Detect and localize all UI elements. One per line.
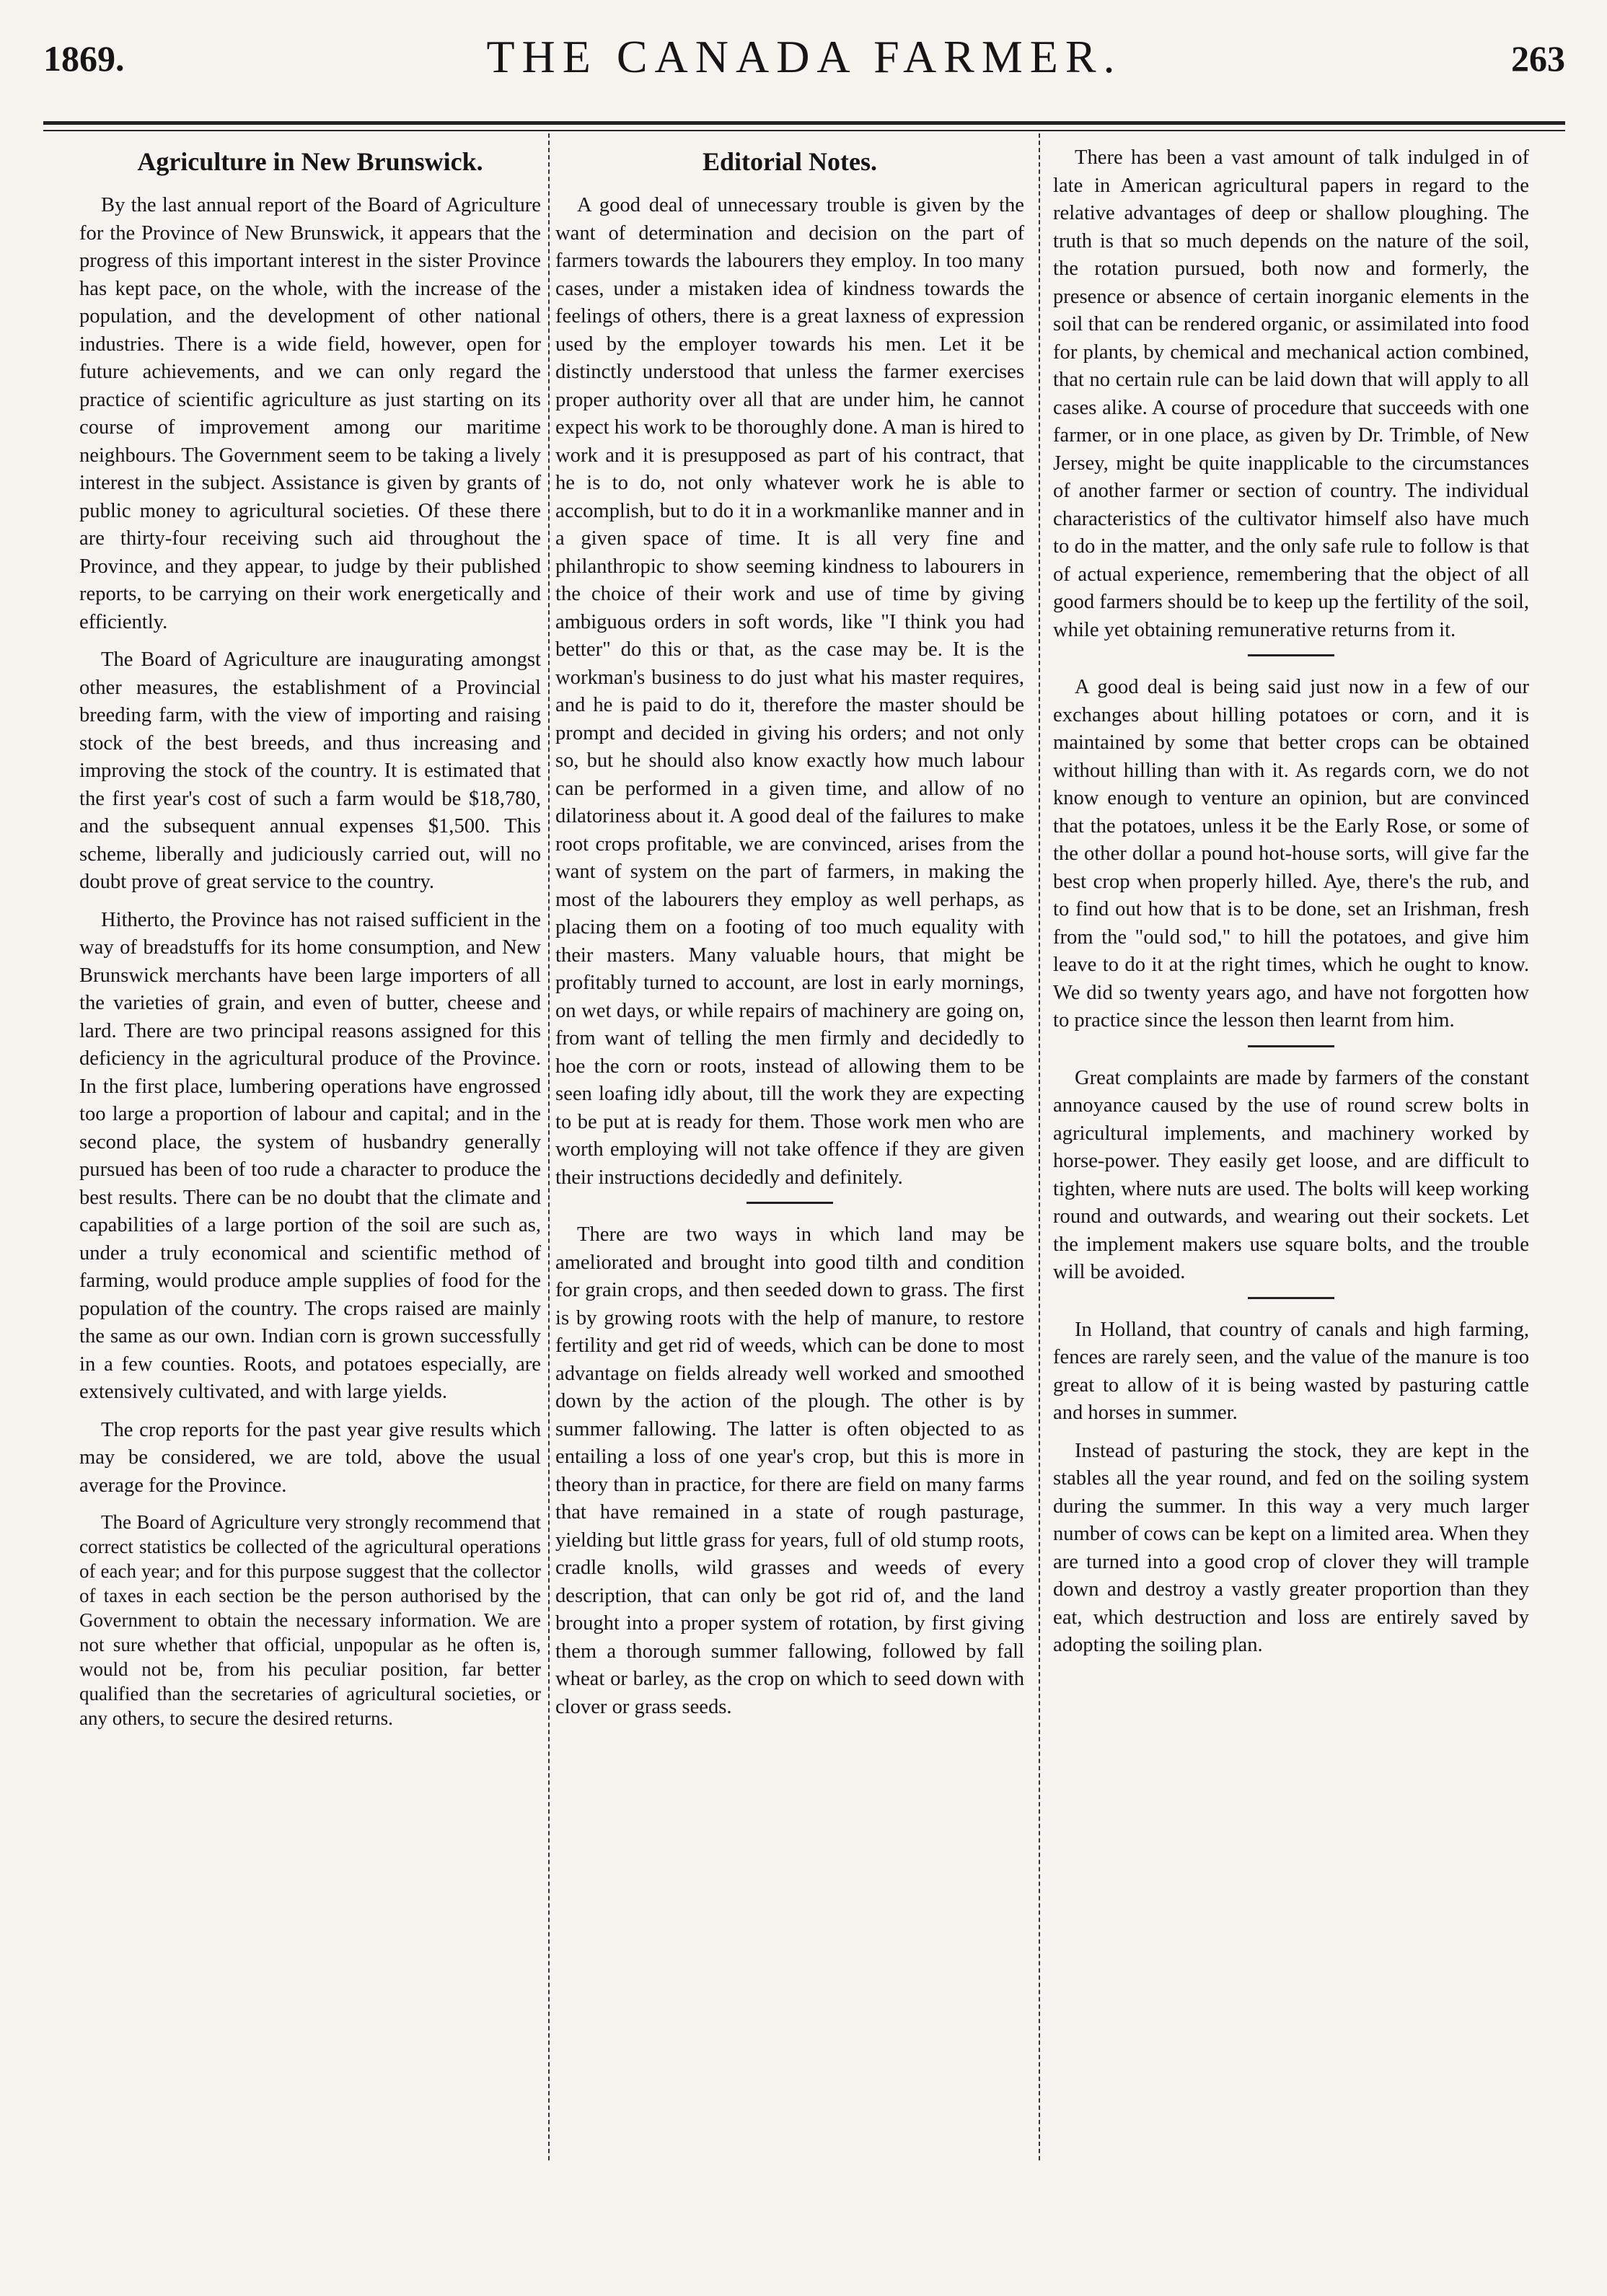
masthead [43,22,1565,108]
article-paragraph: By the last annual report of the Board of Agriculture for the Province of New Brunswick, it appears that the progress of this important interest in the sister Province has kept pace, on the whole, with the increase of the population, and the development of other national industries. There is a wide field, however, open for future achievements, and we can only regard the practice of scientific agriculture as just starting on its course of improvement among our maritime neighbours. The Government seem to be taking a lively interest in the subject. Assistance is given by grants of public money to agricultural societies. Of these there are thirty-four receiving such aid throughout the Province, and they appear, to judge by their published reports, to be carrying on their work energetically and efficiently. [79,194,541,633]
section-separator [1248,654,1334,656]
editorial-note-paragraph: In Holland, that country of canals and high farming, fences are rarely seen, and the value of the manure is too great to allow of it is being wasted by pasturing cattle and horses in summer. [1053,1318,1529,1424]
column-1 [79,144,541,1741]
newspaper-title: THE CANADA FARMER. [486,31,1122,82]
editorial-note-paragraph: There has been a vast amount of talk indulged in of late in American agricultural papers in regard to the relative advantages of deep or shallow ploughing. The truth is that so much depends on the nature of the soil, the rotation pursued, both now and formerly, the presence or absence of certain inorganic elements in the soil that can be rendered organic, or assimilated into food for plants, by chemical and mechanical action combined, that no certain rule can be laid down that will apply to all cases alike. A course of procedure that succeeds with one farmer, or in one place, as given by Dr. Trimble, of New Jersey, might be quite inapplicable to the circumstances of another farmer or section of country. The individual characteristics of the cultivator himself also have much to do in the matter, and the only safe rule to follow is that of actual experience, remembering that the object of all good farmers should be to keep up the fertility of the soil, while yet obtaining remunerative returns from it. [1053,146,1529,641]
editorial-note-paragraph: A good deal is being said just now in a few of our exchanges about hilling potatoes or corn, and it is maintained by some that better crops can be obtained without hilling than with it. As regards corn, we do not know enough to venture an opinion, but are convinced that the potatoes, unless it be the Early Rose, or some of the other dollar a pound hot-house sorts, will give far the best crop when properly hilled. Aye, there's the rub, and to find out how that is to be done, set an Irishman, fresh from the "ould sod," to hill the potatoes, and give him leave to do it at the right times, which he ought to know. We did so twenty years ago, and have not forgotten how to practice since the lesson then learnt from him. [1053,676,1529,1032]
section-separator [1248,1045,1334,1047]
editorial-note-paragraph: There are two ways in which land may be ameliorated and brought into good tilth and condition for grain crops, and then seeded down to grass. The first is by growing roots with the help of manure, to restore fertility and get rid of weeds, which can be done to most advantage on fields already well worked and smoothed down by the action of the plough. The other is by summer fallowing. The latter is often objected to as entailing a loss of one year's crop, but this is more in theory than in practice, for there are field on many farms that have remained in a state of rough pasturage, yielding but little grass for years, full of old stump roots, cradle knolls, wild grasses and weeds of every description, that can only be got rid of, and the land brought into a proper system of rotation, by first giving them a thorough summer fallowing, followed by fall wheat or barley, as the crop on which to seed down with clover or grass seeds. [555,1223,1024,1718]
header-rule [43,121,1565,125]
article-paragraph: Hitherto, the Province has not raised sufficient in the way of breadstuffs for its home consumption, and New Brunswick merchants have been large importers of all the varieties of grain, and even of butter, cheese and lard. There are two principal reasons assigned for this deficiency in the agricultural produce of the Province. In the first place, lumbering operations have engrossed too large a proportion of labour and capital; and in the second place, the system of husbandry generally pursued has been of too rude a character to produce the best results. There can be no doubt that the climate and capabilities of a large portion of the soil are such as, under a truly economical and scientific method of farming, would produce ample supplies of food for the population of the country. The crops raised are mainly the same as our own. Indian corn is grown successfully in a few counties. Roots, and potatoes especially, are extensively cultivated, and with large yields. [79,908,541,1403]
issue-year: 1869. [43,38,125,79]
editorial-note-paragraph: Great complaints are made by farmers of the constant annoyance caused by the use of round screw bolts in agricultural implements, and machinery worked by horse-power. They easily get loose, and are difficult to tighten, where nuts are used. The bolts will keep working round and outwards, and wearing out their sockets. Let the implement makers use square bolts, and the trouble will be avoided. [1053,1066,1529,1283]
editorial-note-paragraph: Instead of pasturing the stock, they are kept in the stables all the year round, and fed on the soiling system during the summer. In this way a very much larger number of cows can be kept on a limited area. When they are turned into a good crop of clover they will trample down and destroy a vastly greater proportion than they eat, which destruction and loss are entirely saved by adopting the soiling plan. [1053,1439,1529,1656]
article-paragraph: The crop reports for the past year give results which may be considered, we are told, above the usual average for the Province. [79,1418,541,1497]
editorial-note-paragraph: A good deal of unnecessary trouble is given by the want of determination and decision on the part of farmers towards the labourers they employ. In too many cases, under a mistaken idea of kindness towards the feelings of others, there is a great laxness of expression used by the employer towards his men. Let it be distinctly understood that unless the farmer exercises proper authority over all that are under him, he cannot expect his work to be thoroughly done. A man is hired to work and it is presupposed as part of his contract, that he is to do, not only whatever work he is able to accomplish, but to do it in a workmanlike manner and in a given space of time. It is all very fine and philanthropic to show seeming kindness to labourers in the choice of their work and use of time by giving ambiguous orders in soft words, like "I think you had better" do this or that, as the case may be. It is the workman's business to do just what his master requires, and he is paid to do it, therefore the master should be prompt and decided in giving his orders; and not only so, but he should also know exactly how much labour can be performed in a given time, and allow of no dilatoriness about it. A good deal of the failures to make root crops profitable, we are convinced, arises from the want of system on the part of farmers, in making the most of the labourers they employ as well perhaps, as placing them on a footing of too much equality with their masters. Many valuable hours, that might be profitably turned to account, are lost in early mornings, on wet days, or while repairs of machinery are going on, from want of telling the men firmly and decidedly to hoe the corn or roots, instead of allowing them to be seen loafing idly about, till the work they are expecting to be put at is ready for them. Those work men who are worth employing will not take offence if they are given their instructions decidedly and definitely. [555,194,1024,1189]
column-divider-2 [1039,133,1040,2160]
column-3 [1053,144,1529,1670]
article-paragraph: The Board of Agriculture are inaugurating amongst other measures, the establishment of a Provincial breeding farm, with the view of importing and raising stock of the best breeds, and thus increasing and improving the stock of the country. It is estimated that the first year's cost of such a farm would be $18,780, and the subsequent annual expenses $1,500. This scheme, liberally and judiciously carried out, will no doubt prove of great service to the country. [79,648,541,893]
article-paragraph: The Board of Agriculture very strongly recommend that correct statistics be collected of the agricultural operations of each year; and for this purpose suggest that the collector of taxes in each section be the person authorised by the Government to obtain the necessary information. We are not sure whether that official, unpopular as he often is, would not be, from his peculiar position, far better qualified than the secretaries of agricultural societies, or any others, to secure the desired returns. [79,1511,541,1729]
page-number: 263 [1511,38,1565,79]
section-separator [1248,1297,1334,1299]
section-separator [747,1202,833,1204]
column-divider-1 [548,133,550,2160]
column-2 [555,144,1024,1731]
article-heading-editorial-notes: Editorial Notes. [703,147,877,176]
article-heading-new-brunswick: Agriculture in New Brunswick. [137,147,483,176]
header-rule-thin [43,130,1565,131]
